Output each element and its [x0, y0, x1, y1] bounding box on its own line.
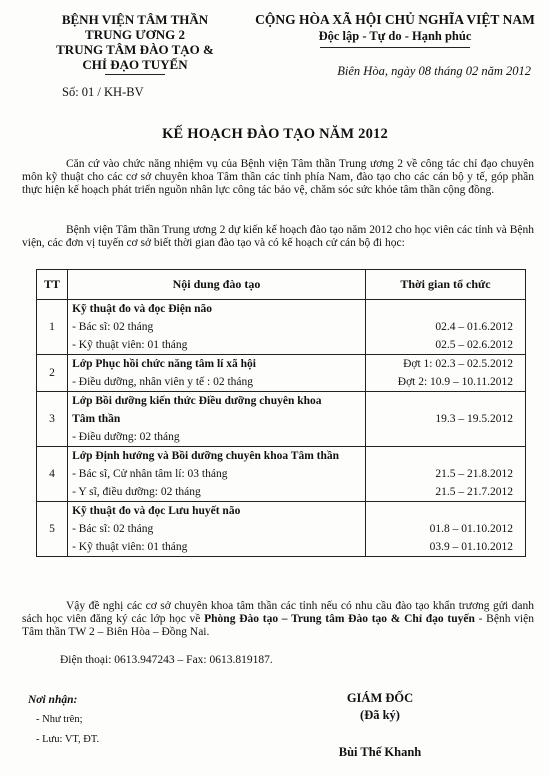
closing-text: Vậy đề nghị các cơ sở chuyên khoa tâm thần các tỉnh nếu có nhu cầu đào tạo khẩn trương gửi danh sách học viên đăng ký các lớp học về	[22, 600, 534, 625]
schedule-date	[366, 428, 513, 446]
schedule-cell	[365, 447, 525, 502]
course-detail: - Y sĩ, điều dưỡng: 02 tháng	[72, 486, 201, 498]
recipient-item: - Như trên;	[36, 714, 83, 725]
table-row	[37, 447, 526, 502]
course-detail: - Kỹ thuật viên: 01 tháng	[72, 339, 188, 351]
training-content-cell	[68, 502, 366, 557]
header-content: Nội dung đào tạo	[68, 270, 366, 300]
schedule-date: 03.9 – 01.10.2012	[429, 541, 513, 553]
course-detail: - Kỹ thuật viên: 01 tháng	[72, 541, 188, 553]
course-detail: - Bác sĩ: 02 tháng	[72, 523, 154, 535]
schedule-date: 01.8 – 01.10.2012	[429, 523, 513, 535]
table-row	[37, 392, 526, 447]
course-title: Tâm thần	[72, 413, 121, 425]
training-content-cell	[68, 355, 366, 392]
row-number: 2	[37, 355, 68, 392]
table-row	[37, 355, 526, 392]
course-title: Kỹ thuật đo và đọc Điện não	[72, 303, 213, 315]
training-content-cell	[68, 392, 366, 447]
motto-underline	[320, 47, 470, 48]
row-number: 5	[37, 502, 68, 557]
schedule-cell	[365, 300, 525, 355]
closing-department: Phòng Đào tạo – Trung tâm Đào tạo & Chỉ đạo tuyến	[204, 613, 475, 625]
row-number: 1	[37, 300, 68, 355]
schedule-date: 02.4 – 01.6.2012	[435, 321, 513, 333]
course-title: Lớp Phục hồi chức năng tâm lí xã hội	[72, 358, 256, 370]
table-row	[37, 502, 526, 557]
plan-paragraph: Bệnh viện Tâm thần Trung ương 2 dự kiến kế hoạch đào tạo năm 2012 cho học viên các tỉnh và Bệnh viện, các đơn vị tuyến cơ sở biết thời gian đào tạo và có kế hoạch cử cán bộ đi học:	[22, 224, 534, 249]
table-body	[37, 300, 526, 557]
document-number: Số: 01 / KH-BV	[62, 85, 144, 99]
course-detail: - Điều dưỡng: 02 tháng	[72, 431, 180, 443]
schedule-date	[366, 502, 513, 520]
closing-paragraph	[22, 600, 534, 639]
schedule-date: 21.5 – 21.8.2012	[435, 468, 513, 480]
document-title: KẾ HOẠCH ĐÀO TẠO NĂM 2012	[162, 126, 388, 142]
schedule-date: 21.5 – 21.7.2012	[435, 486, 513, 498]
course-title: Lớp Bồi dưỡng kiến thức Điều dưỡng chuyên khoa	[72, 395, 322, 407]
schedule-date	[366, 300, 513, 318]
schedule-cell	[365, 355, 525, 392]
org-line: BỆNH VIỆN TÂM THẦN	[61, 12, 209, 27]
signer-role: GIÁM ĐỐC	[346, 691, 414, 705]
org-line: TRUNG ƯƠNG 2	[85, 27, 185, 42]
course-detail: - Điều dưỡng, nhân viên y tế : 02 tháng	[72, 376, 254, 388]
recipients-label: Nơi nhận:	[28, 694, 78, 706]
schedule-cell	[365, 392, 525, 447]
course-title: Kỹ thuật đo và đọc Lưu huyết não	[72, 505, 241, 517]
national-header	[255, 12, 535, 79]
org-underline	[105, 74, 165, 75]
recipient-item: - Lưu: VT, ĐT.	[36, 734, 100, 745]
table-header-row	[37, 270, 526, 300]
org-line: CHỈ ĐẠO TUYẾN	[82, 57, 188, 72]
nation-name: CỘNG HÒA XÃ HỘI CHỦ NGHĨA VIỆT NAM	[255, 12, 535, 27]
recipients-block	[28, 690, 99, 750]
schedule-cell	[365, 502, 525, 557]
training-content-cell	[68, 447, 366, 502]
course-detail: - Bác sĩ, Cử nhân tâm lí: 03 tháng	[72, 468, 228, 480]
schedule-date: Đợt 1: 02.3 – 02.5.2012	[403, 358, 513, 370]
contact-line: Điện thoại: 0613.947243 – Fax: 0613.819187.	[60, 654, 273, 666]
organization-header	[40, 12, 230, 100]
org-line: TRUNG TÂM ĐÀO TẠO &	[56, 42, 214, 57]
table-row	[37, 300, 526, 355]
row-number: 3	[37, 392, 68, 447]
closing-address: - Bệnh viện Tâm thần TW 2 – Biên Hòa – Đồng Nai.	[22, 613, 534, 638]
schedule-date: Đợt 2: 10.9 – 10.11.2012	[397, 376, 513, 388]
row-number: 4	[37, 447, 68, 502]
intro-paragraph: Căn cứ vào chức năng nhiệm vụ của Bệnh viện Tâm thần Trung ương 2 về công tác chỉ đạo chuyên môn kỹ thuật cho các cơ sở chuyên khoa Tâm thần các tỉnh phía Nam, đào tạo cho các cán bộ y tế, góp phần thực hiện kế hoạch phát triển nguồn nhân lực công tác bảo vệ, chăm sóc sức khỏe tâm thần cộng đồng.	[22, 158, 534, 196]
header-time: Thời gian tổ chức	[365, 270, 525, 300]
schedule-date: 19.3 – 19.5.2012	[435, 413, 513, 425]
course-detail: - Bác sĩ: 02 tháng	[72, 321, 154, 333]
national-motto: Độc lập - Tự do - Hạnh phúc	[318, 29, 472, 43]
schedule-date	[366, 447, 513, 465]
signature-block	[300, 690, 460, 761]
training-plan-table	[36, 269, 526, 557]
place-date: Biên Hòa, ngày 08 tháng 02 năm 2012	[337, 64, 531, 78]
schedule-date	[366, 392, 513, 410]
course-title: Lớp Định hướng và Bồi dưỡng chuyên khoa Tâm thần	[72, 450, 340, 462]
schedule-date: 02.5 – 02.6.2012	[435, 339, 513, 351]
signer-name: Bùi Thế Khanh	[338, 745, 422, 759]
header-tt: TT	[37, 270, 68, 300]
training-content-cell	[68, 300, 366, 355]
signature-note: (Đã ký)	[360, 708, 400, 722]
